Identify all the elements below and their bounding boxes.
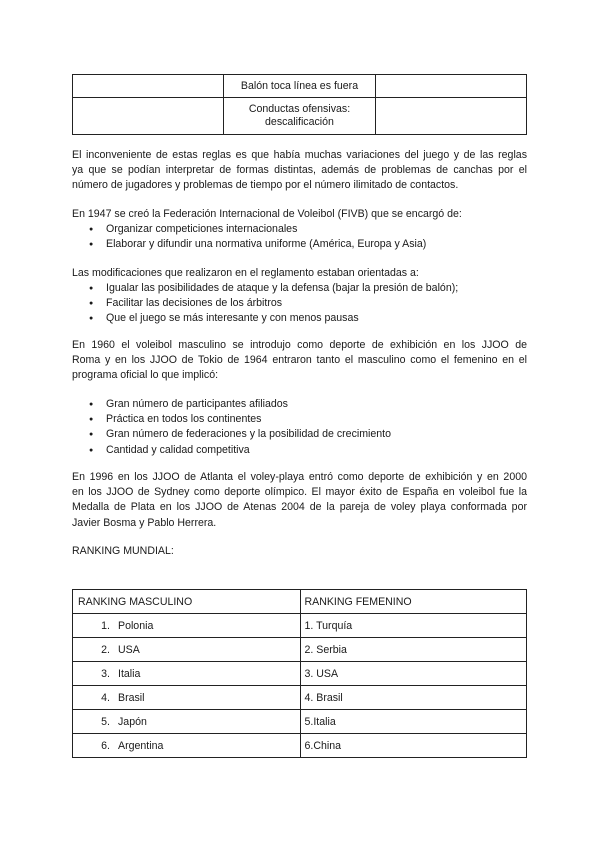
list-item: ● Igualar las posibilidades de ataque y la defensa (bajar la presión de balón);	[72, 281, 527, 296]
table-cell: 4. Brasil	[300, 686, 527, 710]
column-header-femenino: RANKING FEMENINO	[300, 590, 527, 614]
table-cell: 1. Turquía	[300, 614, 527, 638]
text-line: Roma y en los JJOO de Tokio de 1964 entraron tanto el masculino como el femenino en el	[72, 354, 527, 367]
list-item: ● Organizar competiciones internacionales	[72, 222, 527, 237]
rank-number: 1.	[101, 619, 110, 632]
list-item: ● Cantidad y calidad competitiva	[72, 443, 527, 458]
table-cell	[73, 710, 301, 734]
rules-table	[72, 74, 527, 135]
text-line: número de jugadores y problemas de tiempo por el número ilimitado de contactos.	[72, 179, 459, 192]
table-row	[73, 734, 527, 758]
table-cell	[73, 686, 301, 710]
country-name: Argentina	[118, 739, 164, 752]
table-cell	[73, 734, 301, 758]
paragraph-1960	[72, 338, 527, 384]
rank-number: 6.	[101, 739, 110, 752]
list-item: ● Elaborar y difundir una normativa uniforme (América, Europa y Asia)	[72, 237, 527, 252]
table-cell	[223, 98, 376, 135]
rank-number: 4.	[101, 691, 110, 704]
column-header-masculino: RANKING MASCULINO	[73, 590, 301, 614]
country-name: Japón	[118, 715, 147, 728]
country-name: USA	[118, 643, 140, 656]
list-item: ● Práctica en todos los continentes	[72, 412, 527, 427]
text-line: En 1960 el voleibol masculino se introdujo como deporte de exhibición en los JJOO de	[72, 339, 527, 351]
list-item: ● Gran número de participantes afiliados	[72, 397, 527, 412]
table-cell	[73, 98, 224, 135]
ranking-table	[72, 589, 527, 758]
table-header-row	[73, 590, 527, 614]
country-name: Italia	[118, 667, 141, 680]
text-line: En 1996 en los JJOO de Atlanta el voley-playa entró como deporte de exhibición y en 2000	[72, 471, 527, 483]
table-row	[73, 710, 527, 734]
text-line: El inconveniente de estas reglas es que había muchas variaciones del juego y de las reglas	[72, 149, 527, 161]
bullet-list-implications	[72, 397, 527, 458]
table-cell	[376, 75, 527, 98]
text-line: ya que se podían interpretar de formas distintas, además de problemas de canchas por el	[72, 164, 527, 177]
table-cell	[376, 98, 527, 135]
list-item: ● Facilitar las decisiones de los árbitros	[72, 296, 527, 311]
rank-number: 5.	[101, 715, 110, 728]
paragraph-1996	[72, 470, 527, 531]
paragraph-rules-issues	[72, 148, 527, 194]
bullet-list-modifications	[72, 281, 527, 327]
ranking-heading: RANKING MUNDIAL:	[72, 545, 174, 557]
table-row	[73, 638, 527, 662]
table-cell: 3. USA	[300, 662, 527, 686]
table-row	[73, 75, 527, 98]
text-line: programa oficial lo que implicó:	[72, 369, 219, 382]
text-line: Javier Bosma y Pablo Herrera.	[72, 516, 217, 529]
table-row	[73, 662, 527, 686]
cell-line: descalificación	[265, 116, 334, 128]
country-name: Polonia	[118, 619, 154, 632]
table-cell: 2. Serbia	[300, 638, 527, 662]
country-name: Brasil	[118, 691, 145, 704]
table-cell: 5.Italia	[300, 710, 527, 734]
table-cell	[73, 75, 224, 98]
paragraph-modifications: Las modificaciones que realizaron en el reglamento estaban orientadas a:	[72, 267, 419, 279]
table-row	[73, 686, 527, 710]
cell-line: Conductas ofensivas:	[248, 103, 351, 115]
table-row	[73, 98, 527, 135]
table-cell: Balón toca línea es fuera	[223, 75, 376, 98]
bullet-list-fivb	[72, 222, 527, 252]
text-line: Medalla de Plata en los JJOO de Atenas 2004 de la pareja de voley playa conformada por	[72, 501, 527, 514]
table-cell: 6.China	[300, 734, 527, 758]
paragraph-fivb: En 1947 se creó la Federación Internacional de Voleibol (FIVB) que se encargó de:	[72, 208, 462, 220]
table-cell	[73, 638, 301, 662]
list-item: ● Gran número de federaciones y la posibilidad de crecimiento	[72, 427, 527, 442]
rank-number: 3.	[101, 667, 110, 680]
rank-number: 2.	[101, 643, 110, 656]
table-cell	[73, 614, 301, 638]
text-line: en los JJOO de Sydney como deporte olímpico. El mayor éxito de España en voleibol fue la	[72, 486, 527, 499]
list-item: ● Que el juego se más interesante y con menos pausas	[72, 311, 527, 326]
table-row	[73, 614, 527, 638]
table-cell	[73, 662, 301, 686]
